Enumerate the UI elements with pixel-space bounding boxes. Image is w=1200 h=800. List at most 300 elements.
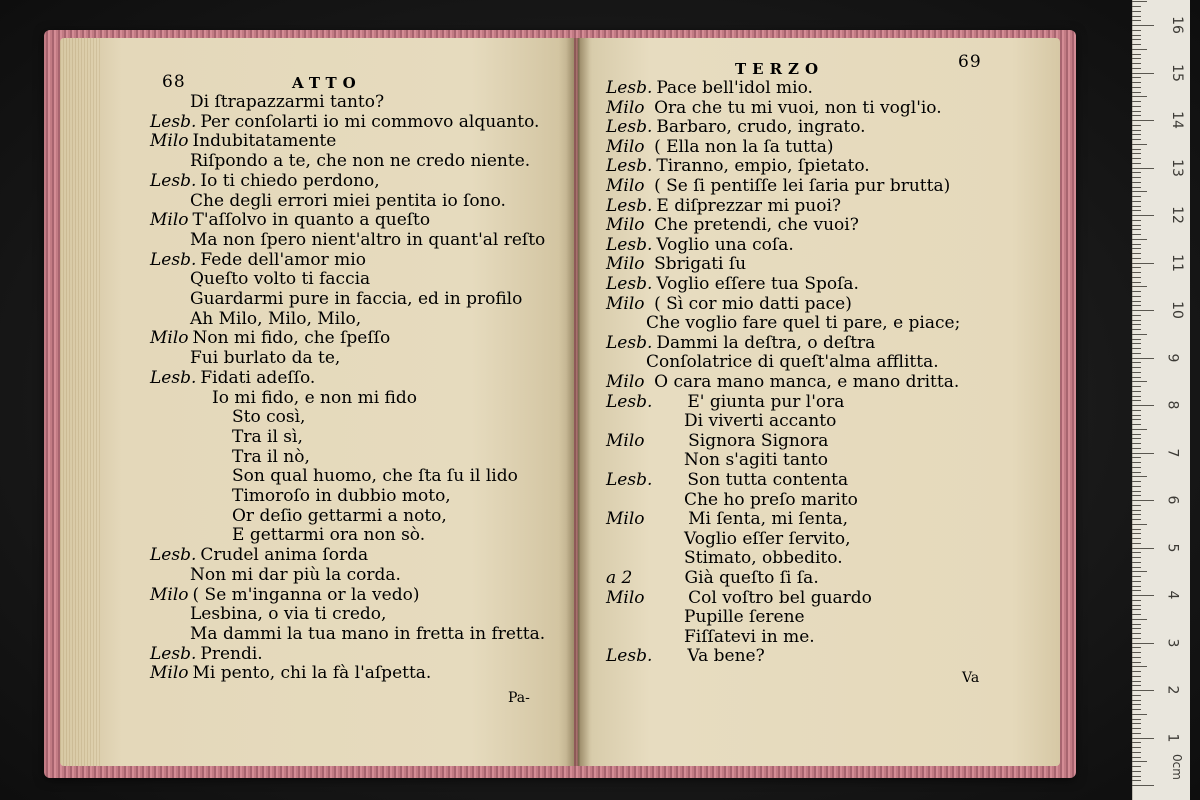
measuring-ruler bbox=[1132, 0, 1190, 800]
verse-text: Non mi dar più la corda. bbox=[190, 564, 401, 585]
ruler-tick bbox=[1132, 766, 1141, 767]
ruler-tick bbox=[1132, 434, 1141, 435]
ruler-tick bbox=[1132, 101, 1141, 102]
ruler-tick bbox=[1132, 533, 1141, 534]
text-line bbox=[606, 588, 872, 608]
text-line bbox=[150, 663, 431, 683]
verse-text: Dammi la deſtra, o deſtra bbox=[656, 332, 876, 353]
ruler-tick bbox=[1132, 438, 1141, 439]
ruler-tick bbox=[1132, 201, 1141, 202]
ruler-tick bbox=[1132, 628, 1141, 629]
text-line bbox=[190, 604, 386, 624]
ruler-tick bbox=[1132, 548, 1154, 549]
ruler-tick bbox=[1132, 567, 1141, 568]
page-edges bbox=[60, 38, 100, 766]
text-line bbox=[150, 545, 368, 565]
ruler-tick bbox=[1132, 643, 1154, 644]
text-line bbox=[232, 466, 518, 486]
ruler-tick bbox=[1132, 35, 1141, 36]
ruler-tick bbox=[1132, 576, 1141, 577]
text-line bbox=[684, 450, 828, 470]
ruler-number: 15 bbox=[1168, 63, 1185, 82]
book-gutter bbox=[566, 38, 590, 766]
speaker-label: Lesb. bbox=[150, 545, 197, 566]
text-line bbox=[684, 627, 815, 647]
ruler-tick bbox=[1132, 82, 1141, 83]
ruler-tick bbox=[1132, 1, 1147, 2]
ruler-tick bbox=[1132, 286, 1147, 287]
speaker-label: Milo bbox=[606, 176, 645, 196]
ruler-tick bbox=[1132, 377, 1141, 378]
ruler-tick bbox=[1132, 742, 1141, 743]
ruler-tick bbox=[1132, 149, 1141, 150]
speaker-label: Lesb. bbox=[150, 111, 197, 132]
ruler-tick bbox=[1132, 296, 1141, 297]
speaker-label: Milo bbox=[150, 328, 189, 349]
ruler-tick bbox=[1132, 381, 1147, 382]
text-line bbox=[606, 646, 765, 666]
verse-text: Che ho preſo marito bbox=[684, 489, 858, 510]
text-line bbox=[232, 407, 305, 427]
ruler-tick bbox=[1132, 752, 1141, 753]
ruler-tick bbox=[1132, 600, 1141, 601]
ruler-tick bbox=[1132, 571, 1147, 572]
text-line bbox=[684, 607, 805, 627]
text-line bbox=[606, 431, 828, 451]
ruler-tick bbox=[1132, 225, 1141, 226]
ruler-unit-label: 0cm bbox=[1169, 754, 1184, 780]
verse-text: Conſolatrice di queſt'alma afflitta. bbox=[646, 352, 939, 373]
ruler-tick bbox=[1132, 305, 1141, 306]
text-line bbox=[606, 254, 746, 274]
ruler-tick bbox=[1132, 386, 1141, 387]
speaker-label: Lesb. bbox=[606, 195, 653, 216]
verse-text: Guardarmi pure in faccia, ed in profilo bbox=[190, 289, 523, 309]
verse-text: Col voſtro bel guardo bbox=[688, 587, 872, 608]
text-line bbox=[190, 151, 530, 171]
verse-text: Sbrigati ſu bbox=[654, 254, 747, 275]
speaker-label: Lesb. bbox=[150, 170, 197, 191]
ruler-tick bbox=[1132, 282, 1141, 283]
verse-text: Son qual huomo, che ſta ſu il lido bbox=[232, 466, 518, 487]
verse-text: Lesbina, o via ti credo, bbox=[190, 604, 387, 625]
speaker-label: Lesb. bbox=[606, 332, 653, 353]
ruler-tick bbox=[1132, 685, 1141, 686]
ruler-tick bbox=[1132, 196, 1141, 197]
speaker-label: Lesb. bbox=[606, 156, 653, 177]
ruler-tick bbox=[1132, 172, 1141, 173]
speaker-label: Lesb. bbox=[606, 117, 653, 138]
verse-text: Fui burlato da te, bbox=[190, 348, 341, 369]
ruler-tick bbox=[1132, 519, 1141, 520]
text-line bbox=[606, 294, 852, 314]
ruler-number: 4 bbox=[1164, 590, 1181, 600]
ruler-tick bbox=[1132, 681, 1141, 682]
text-line bbox=[150, 328, 390, 348]
speaker-label: Milo bbox=[150, 131, 189, 152]
ruler-tick bbox=[1132, 757, 1141, 758]
verse-text: Non mi fido, che ſpeſſo bbox=[192, 328, 391, 349]
ruler-tick bbox=[1132, 191, 1147, 192]
verse-text: Di ſtrapazzarmi tanto? bbox=[190, 92, 385, 112]
ruler-tick bbox=[1132, 662, 1141, 663]
ruler-tick bbox=[1132, 785, 1154, 786]
text-line bbox=[212, 388, 417, 408]
ruler-tick bbox=[1132, 77, 1141, 78]
speaker-label: Lesb. bbox=[606, 391, 653, 412]
ruler-tick bbox=[1132, 11, 1141, 12]
ruler-tick bbox=[1132, 448, 1141, 449]
verse-text: Io mi fido, e non mi fido bbox=[212, 387, 417, 408]
verse-text: Crudel anima ſorda bbox=[200, 545, 369, 566]
ruler-tick bbox=[1132, 96, 1147, 97]
ruler-tick bbox=[1132, 704, 1141, 705]
ruler-tick bbox=[1132, 168, 1154, 169]
verse-text: Mi pento, chi la fà l'aſpetta. bbox=[192, 663, 432, 684]
ruler-tick bbox=[1132, 182, 1141, 183]
text-line bbox=[606, 215, 859, 235]
text-line bbox=[232, 427, 303, 447]
verse-text: ( Sì cor mio datti pace) bbox=[654, 293, 852, 314]
text-line bbox=[232, 506, 447, 526]
text-line bbox=[684, 529, 851, 549]
ruler-tick bbox=[1132, 301, 1141, 302]
text-line bbox=[150, 131, 336, 151]
ruler-tick bbox=[1132, 177, 1141, 178]
ruler-tick bbox=[1132, 624, 1141, 625]
text-line bbox=[606, 117, 866, 137]
verse-text: Tra il nò, bbox=[232, 446, 310, 467]
verse-text: Ma non ſpero nient'altro in quant'al reſto bbox=[190, 229, 546, 250]
ruler-tick bbox=[1132, 153, 1141, 154]
verse-text: Di viverti accanto bbox=[684, 411, 837, 432]
text-line bbox=[684, 411, 836, 431]
ruler-tick bbox=[1132, 457, 1141, 458]
speaker-label: Milo bbox=[150, 210, 189, 231]
speaker-label: Lesb. bbox=[150, 367, 197, 388]
speaker-label: Milo bbox=[606, 509, 645, 530]
text-line bbox=[684, 490, 858, 510]
ruler-tick bbox=[1132, 476, 1147, 477]
verse-text: Riſpondo a te, che non ne credo niente. bbox=[190, 151, 531, 172]
text-line bbox=[606, 333, 875, 353]
text-line bbox=[232, 486, 451, 506]
right-running-head: TERZO bbox=[735, 60, 825, 78]
verse-text: Che voglio fare quel ti pare, e piace; bbox=[646, 313, 961, 334]
ruler-number: 14 bbox=[1168, 111, 1185, 129]
ruler-tick bbox=[1132, 348, 1141, 349]
ruler-tick bbox=[1132, 728, 1141, 729]
ruler-tick bbox=[1132, 495, 1141, 496]
ruler-tick bbox=[1132, 353, 1141, 354]
ruler-number: 12 bbox=[1168, 206, 1185, 224]
ruler-tick bbox=[1132, 676, 1141, 677]
ruler-tick bbox=[1132, 633, 1141, 634]
verse-text: Sto così, bbox=[232, 407, 306, 428]
text-line bbox=[606, 78, 813, 98]
text-line bbox=[684, 548, 843, 568]
left-catchword: Pa- bbox=[508, 690, 530, 706]
ruler-tick bbox=[1132, 557, 1141, 558]
ruler-tick bbox=[1132, 239, 1147, 240]
text-line bbox=[606, 470, 848, 490]
ruler-tick bbox=[1132, 586, 1141, 587]
ruler-tick bbox=[1132, 73, 1154, 74]
ruler-tick bbox=[1132, 453, 1154, 454]
ruler-number: 11 bbox=[1168, 253, 1185, 272]
ruler-tick bbox=[1132, 187, 1141, 188]
speaker-label: Milo bbox=[606, 587, 645, 608]
ruler-tick bbox=[1132, 229, 1141, 230]
ruler-tick bbox=[1132, 733, 1141, 734]
ruler-number: 5 bbox=[1164, 543, 1181, 552]
text-line bbox=[190, 92, 384, 112]
ruler-tick bbox=[1132, 467, 1141, 468]
text-line bbox=[190, 348, 340, 368]
speaker-label: Lesb. bbox=[606, 78, 653, 98]
ruler-tick bbox=[1132, 30, 1141, 31]
speaker-label: Lesb. bbox=[606, 646, 653, 667]
ruler-tick bbox=[1132, 391, 1141, 392]
verse-text: Tiranno, empio, ſpietato. bbox=[656, 156, 870, 177]
verse-text: Stimato, obbedito. bbox=[684, 548, 843, 569]
text-line bbox=[646, 352, 939, 372]
ruler-tick bbox=[1132, 424, 1141, 425]
text-line bbox=[190, 269, 370, 289]
ruler-tick bbox=[1132, 115, 1141, 116]
verse-text: Signora Signora bbox=[688, 430, 829, 451]
speaker-label: Milo bbox=[606, 372, 645, 392]
verse-text: Prendi. bbox=[200, 643, 263, 664]
ruler-tick bbox=[1132, 39, 1141, 40]
text-line bbox=[150, 112, 539, 132]
ruler-tick bbox=[1132, 267, 1141, 268]
ruler-number: 6 bbox=[1164, 495, 1181, 505]
speaker-label: Milo bbox=[150, 663, 189, 684]
ruler-tick bbox=[1132, 419, 1141, 420]
speaker-label: Lesb. bbox=[150, 643, 197, 664]
text-line bbox=[190, 309, 361, 329]
verse-text: Non s'agiti tanto bbox=[684, 450, 828, 471]
text-line bbox=[606, 568, 819, 588]
ruler-number: 7 bbox=[1164, 448, 1181, 457]
verse-text: Tra il sì, bbox=[232, 426, 303, 447]
ruler-tick bbox=[1132, 87, 1141, 88]
ruler-tick bbox=[1132, 16, 1141, 17]
text-line bbox=[190, 289, 522, 309]
ruler-tick bbox=[1132, 134, 1141, 135]
ruler-tick bbox=[1132, 400, 1141, 401]
ruler-tick bbox=[1132, 158, 1141, 159]
ruler-tick bbox=[1132, 500, 1154, 501]
ruler-tick bbox=[1132, 486, 1141, 487]
ruler-tick bbox=[1132, 144, 1147, 145]
text-line bbox=[150, 644, 263, 664]
ruler-tick bbox=[1132, 396, 1141, 397]
ruler-tick bbox=[1132, 652, 1141, 653]
ruler-tick bbox=[1132, 647, 1141, 648]
ruler-tick bbox=[1132, 595, 1154, 596]
verse-text: O cara mano manca, e mano dritta. bbox=[654, 372, 960, 392]
verse-text: E' giunta pur l'ora bbox=[687, 391, 845, 412]
text-line bbox=[606, 98, 942, 118]
verse-text: E diſprezzar mi puoi? bbox=[656, 195, 842, 216]
ruler-tick bbox=[1132, 415, 1141, 416]
verse-text: Voglio una coſa. bbox=[656, 234, 794, 255]
ruler-tick bbox=[1132, 738, 1154, 739]
ruler-tick bbox=[1132, 429, 1147, 430]
ruler-tick bbox=[1132, 324, 1141, 325]
ruler-number: 16 bbox=[1168, 16, 1185, 34]
text-line bbox=[606, 509, 848, 529]
ruler-tick bbox=[1132, 310, 1154, 311]
left-running-head: ATTO bbox=[292, 74, 362, 92]
ruler-tick bbox=[1132, 106, 1141, 107]
verse-text: Voglio eſſer ſervito, bbox=[684, 528, 851, 549]
text-line bbox=[606, 176, 950, 196]
ruler-tick bbox=[1132, 690, 1154, 691]
verse-text: Fiſſatevi in me. bbox=[684, 626, 815, 647]
ruler-tick bbox=[1132, 481, 1141, 482]
ruler-tick bbox=[1132, 367, 1141, 368]
text-line bbox=[232, 525, 425, 545]
ruler-tick bbox=[1132, 609, 1141, 610]
verse-text: Fidati adeſſo. bbox=[200, 367, 316, 388]
ruler-tick bbox=[1132, 666, 1147, 667]
text-line bbox=[150, 210, 430, 230]
ruler-tick bbox=[1132, 291, 1141, 292]
ruler-tick bbox=[1132, 562, 1141, 563]
verse-text: ( Se ſi pentiſſe lei ſaria pur brutta) bbox=[654, 176, 951, 196]
ruler-tick bbox=[1132, 215, 1154, 216]
verse-text: Son tutta contenta bbox=[687, 470, 849, 490]
verse-text: Or deſio gettarmi a noto, bbox=[232, 505, 447, 526]
ruler-tick bbox=[1132, 6, 1141, 7]
ruler-tick bbox=[1132, 120, 1154, 121]
ruler-tick bbox=[1132, 538, 1141, 539]
text-line bbox=[606, 274, 859, 294]
verse-text: Pace bell'idol mio. bbox=[656, 78, 813, 98]
ruler-tick bbox=[1132, 220, 1141, 221]
text-line bbox=[646, 313, 960, 333]
right-page-number: 69 bbox=[958, 52, 982, 72]
text-line bbox=[150, 171, 380, 191]
ruler-tick bbox=[1132, 49, 1147, 50]
ruler-tick bbox=[1132, 709, 1141, 710]
ruler-tick bbox=[1132, 253, 1141, 254]
ruler-tick bbox=[1132, 700, 1141, 701]
speaker-label: Lesb. bbox=[150, 249, 197, 270]
left-page-number: 68 bbox=[162, 72, 186, 92]
ruler-tick bbox=[1132, 723, 1141, 724]
verse-text: T'aſſolvo in quanto a queſto bbox=[192, 210, 431, 231]
ruler-tick bbox=[1132, 68, 1141, 69]
ruler-tick bbox=[1132, 714, 1147, 715]
speaker-label: Milo bbox=[150, 584, 189, 605]
ruler-tick bbox=[1132, 619, 1147, 620]
ruler-tick bbox=[1132, 343, 1141, 344]
verse-text: E gettarmi ora non sò. bbox=[232, 525, 426, 546]
ruler-tick bbox=[1132, 25, 1154, 26]
text-line bbox=[150, 585, 419, 605]
ruler-tick bbox=[1132, 614, 1141, 615]
text-line bbox=[606, 392, 844, 412]
ruler-tick bbox=[1132, 657, 1141, 658]
ruler-tick bbox=[1132, 339, 1141, 340]
ruler-tick bbox=[1132, 362, 1141, 363]
text-line bbox=[190, 191, 506, 211]
verse-text: Ma dammi la tua mano in fretta in fretta. bbox=[190, 623, 546, 644]
ruler-tick bbox=[1132, 139, 1141, 140]
text-line bbox=[606, 372, 959, 392]
ruler-tick bbox=[1132, 329, 1141, 330]
verse-text: Queſto volto ti faccia bbox=[190, 269, 371, 290]
verse-text: Io ti chiedo perdono, bbox=[200, 170, 380, 191]
ruler-tick bbox=[1132, 747, 1141, 748]
ruler-tick bbox=[1132, 529, 1141, 530]
ruler-tick bbox=[1132, 258, 1141, 259]
text-line bbox=[190, 565, 401, 585]
text-line bbox=[190, 230, 545, 250]
text-line bbox=[606, 137, 834, 157]
speaker-label: Milo bbox=[606, 215, 645, 236]
ruler-number: 9 bbox=[1164, 353, 1181, 362]
ruler-tick bbox=[1132, 244, 1141, 245]
verse-text: Va bene? bbox=[687, 646, 765, 667]
verse-text: Mi ſenta, mi ſenta, bbox=[688, 509, 849, 530]
speaker-label: Milo bbox=[606, 254, 645, 275]
ruler-tick bbox=[1132, 315, 1141, 316]
ruler-tick bbox=[1132, 54, 1141, 55]
ruler-tick bbox=[1132, 372, 1141, 373]
verse-text: Che degli errori miei pentita io ſono. bbox=[190, 190, 506, 211]
ruler-tick bbox=[1132, 581, 1141, 582]
ruler-tick bbox=[1132, 671, 1141, 672]
ruler-tick bbox=[1132, 552, 1141, 553]
ruler-tick bbox=[1132, 63, 1141, 64]
ruler-tick bbox=[1132, 20, 1141, 21]
verse-text: Barbaro, crudo, ingrato. bbox=[656, 117, 866, 138]
text-line bbox=[150, 250, 366, 270]
verse-text: Che pretendi, che vuoi? bbox=[654, 215, 859, 236]
verse-text: Voglio eſſere tua Spoſa. bbox=[656, 274, 859, 294]
verse-text: Pupille ſerene bbox=[684, 607, 805, 628]
ruler-tick bbox=[1132, 358, 1154, 359]
text-line bbox=[606, 156, 870, 176]
ruler-tick bbox=[1132, 638, 1141, 639]
text-line bbox=[190, 624, 545, 644]
speaker-label: Milo bbox=[606, 97, 645, 118]
ruler-tick bbox=[1132, 776, 1141, 777]
speaker-label: Lesb. bbox=[606, 274, 653, 294]
verse-text: Ah Milo, Milo, Milo, bbox=[190, 308, 362, 329]
verse-text: Ora che tu mi vuoi, non ti vogl'io. bbox=[654, 97, 942, 118]
ruler-tick bbox=[1132, 234, 1141, 235]
ruler-tick bbox=[1132, 130, 1141, 131]
ruler-tick bbox=[1132, 514, 1141, 515]
speaker-label: Milo bbox=[606, 293, 645, 314]
ruler-tick bbox=[1132, 780, 1141, 781]
ruler-number: 8 bbox=[1164, 400, 1181, 410]
speaker-label: Lesb. bbox=[606, 470, 653, 490]
ruler-tick bbox=[1132, 58, 1141, 59]
ruler-tick bbox=[1132, 206, 1141, 207]
ruler-tick bbox=[1132, 334, 1147, 335]
ruler-tick bbox=[1132, 125, 1141, 126]
ruler-tick bbox=[1132, 443, 1141, 444]
ruler-tick bbox=[1132, 590, 1141, 591]
ruler-tick bbox=[1132, 210, 1141, 211]
